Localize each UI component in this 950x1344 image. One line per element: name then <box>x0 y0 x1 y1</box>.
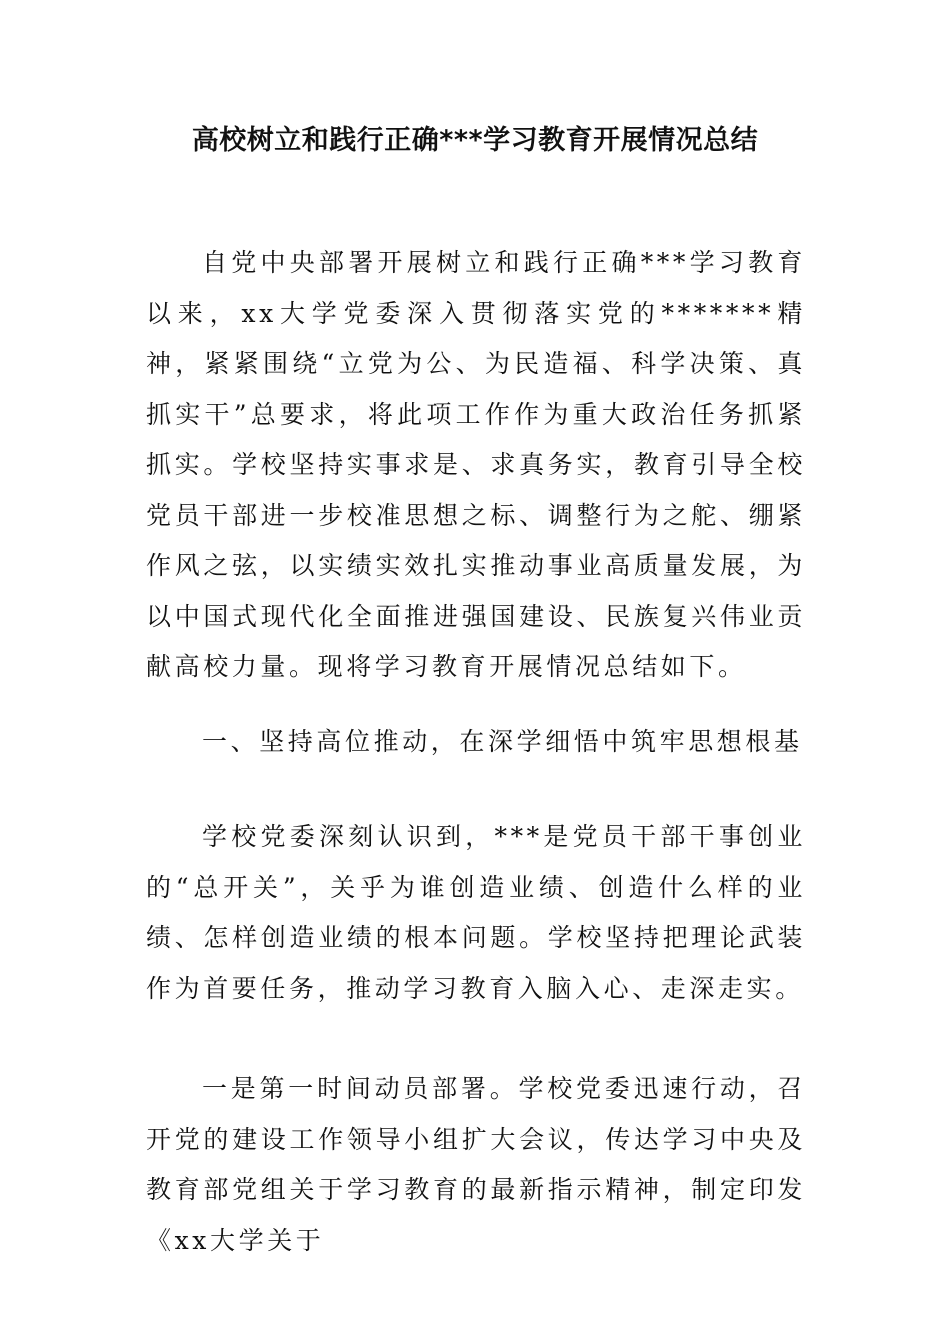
section-1-item-1-paragraph: 一是第一时间动员部署。学校党委迅速行动，召开党的建设工作领导小组扩大会议，传达学习中央及教育部党组关于学习教育的最新指示精神，制定印发《xx大学关于 <box>146 1074 806 1255</box>
section-1-paragraph: 学校党委深刻认识到，***是党员干部干事创业的“总开关”，关乎为谁创造业绩、创造什么样的业绩、怎样创造业绩的根本问题。学校坚持把理论武装作为首要任务，推动学习教育入脑入心、走深走实。 <box>146 822 806 1003</box>
section-heading-1: 一、坚持高位推动，在深学细悟中筑牢思想根基 <box>202 727 803 756</box>
intro-paragraph: 自党中央部署开展树立和践行正确***学习教育以来，xx大学党委深入贯彻落实党的*******精神，紧紧围绕“立党为公、为民造福、科学决策、真抓实干”总要求，将此项工作作为重大政治任务抓紧抓实。学校坚持实事求是、求真务实，教育引导全校党员干部进一步校准思想之标、调整行为之舵、绷紧作风之弦，以实绩实效扎实推动事业高质量发展，为以中国式现代化全面推进强国建设、民族复兴伟业贡献高校力量。现将学习教育开展情况总结如下。 <box>146 248 806 681</box>
document-title: 高校树立和践行正确***学习教育开展情况总结 <box>191 125 759 156</box>
